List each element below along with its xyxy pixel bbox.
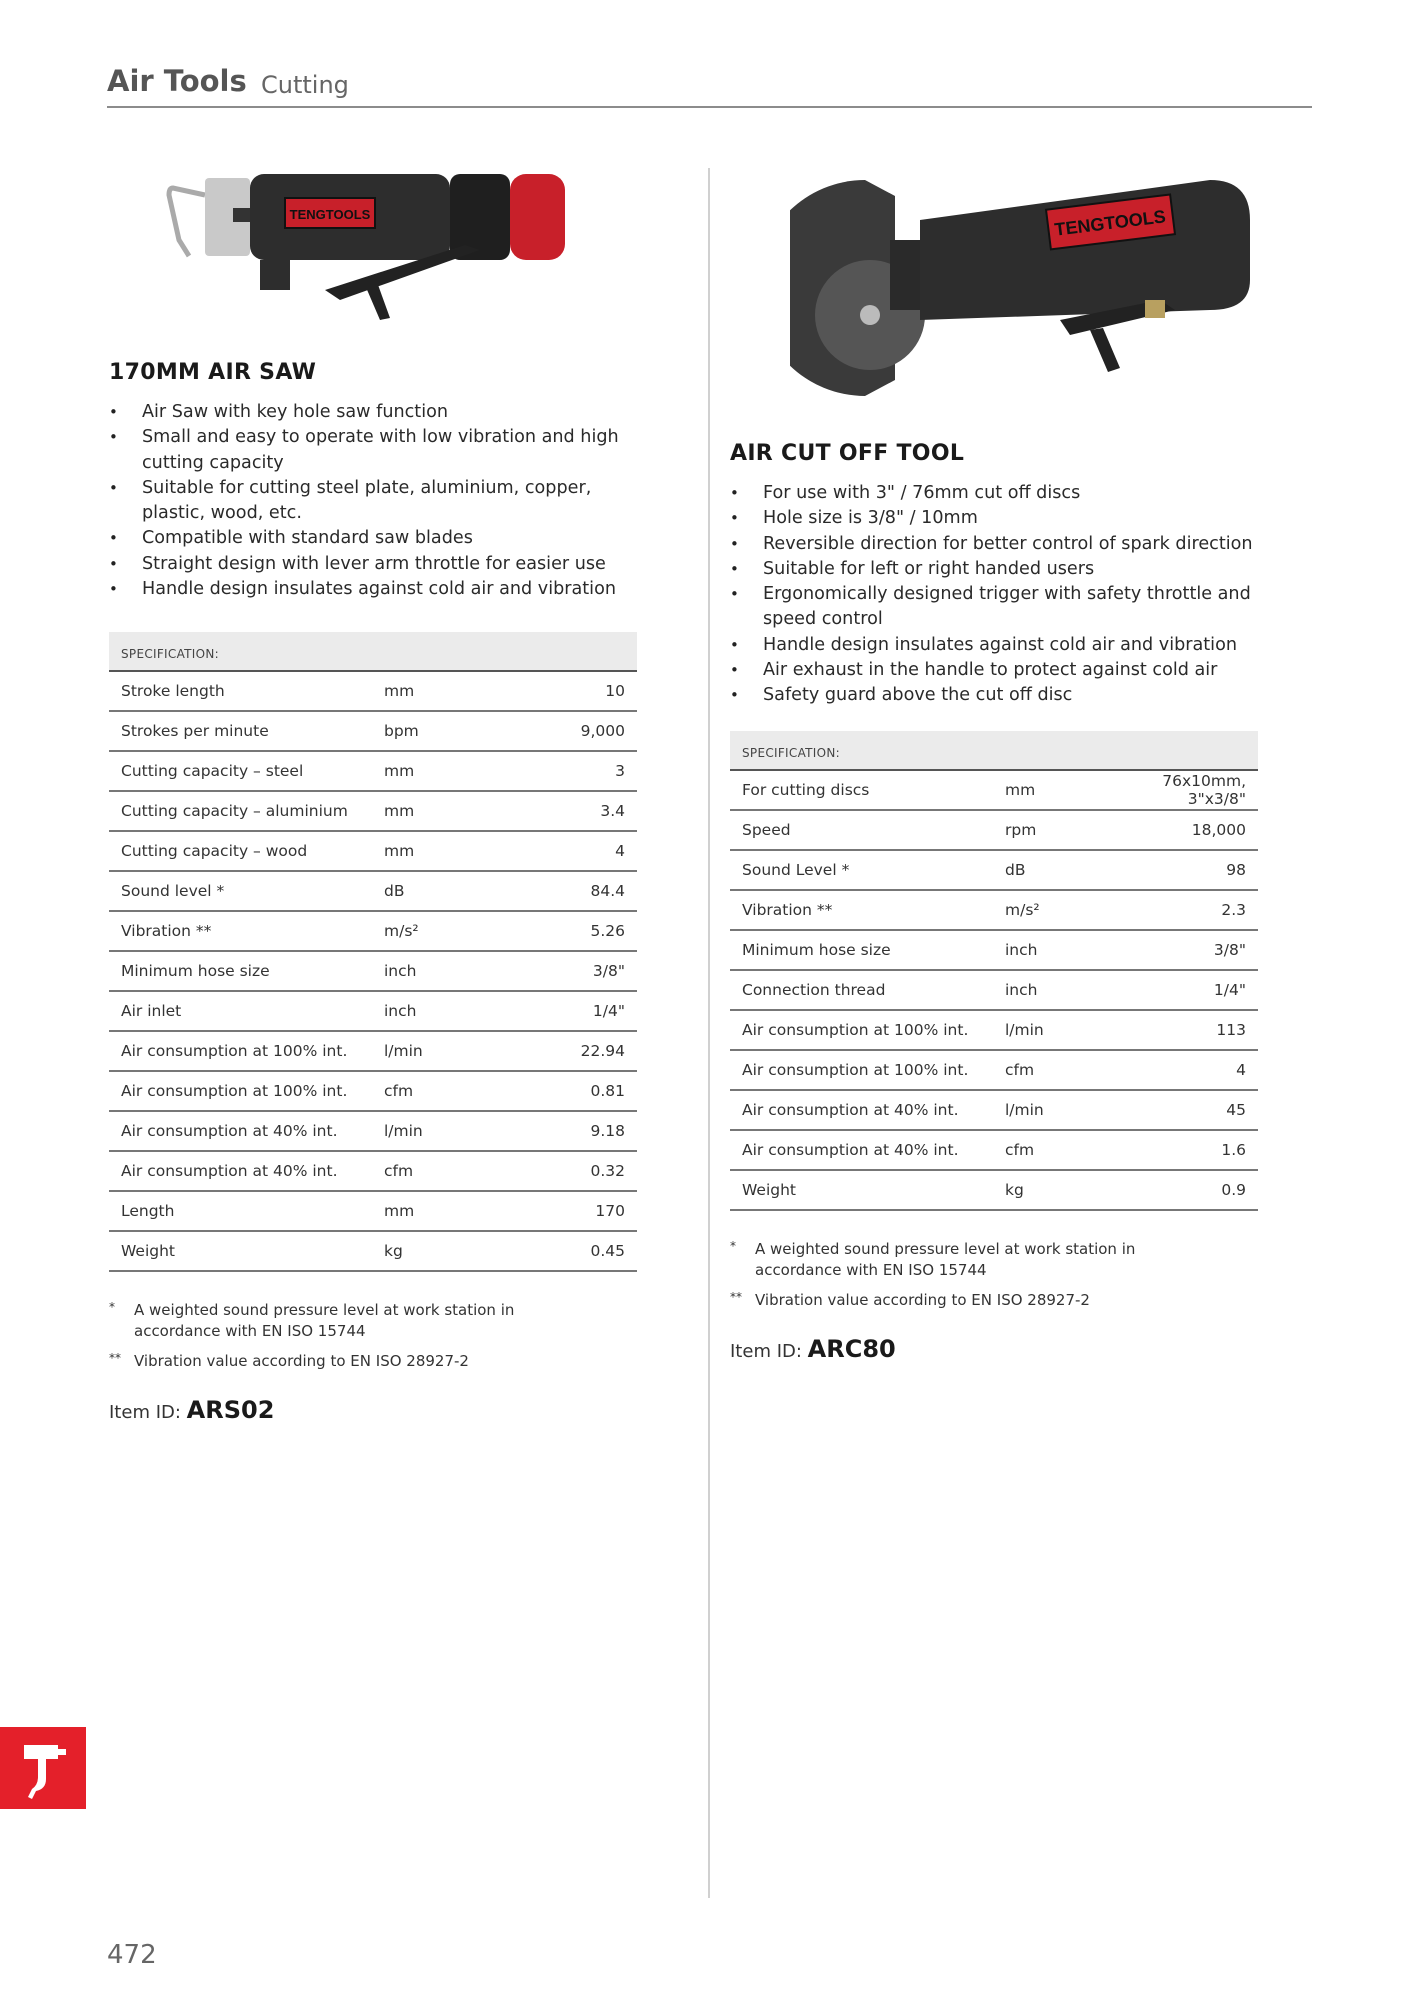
spec-label: Sound Level * <box>742 860 850 879</box>
feature-list <box>109 400 639 602</box>
spec-row <box>730 771 1258 811</box>
spec-row <box>730 891 1258 931</box>
spec-label: Cutting capacity – wood <box>121 842 308 861</box>
air-saw-image <box>165 160 645 330</box>
spec-unit: l/min <box>384 1042 423 1061</box>
item-id-value: ARC80 <box>807 1334 896 1363</box>
spec-row <box>109 1152 637 1192</box>
feature-item: • Reversible direction for better control of spark direction <box>730 532 1270 557</box>
spec-value: 1.6 <box>1221 1140 1246 1159</box>
spec-row <box>730 1171 1258 1211</box>
footnote-text: A weighted sound pressure level at work station in accordance with EN ISO 15744 <box>134 1301 515 1341</box>
spec-row <box>109 712 637 752</box>
spec-unit: inch <box>384 1002 417 1021</box>
spec-unit: rpm <box>1005 820 1037 839</box>
footnotes <box>730 1239 1170 1311</box>
spec-label: Speed <box>742 820 791 839</box>
spec-row <box>109 952 637 992</box>
spec-row <box>730 1091 1258 1131</box>
spec-label: Stroke length <box>121 682 225 701</box>
spec-label: Air consumption at 100% int. <box>121 1082 348 1101</box>
cut-off-tool-image <box>790 160 1280 410</box>
section-tab <box>0 1727 86 1809</box>
spec-value: 170 <box>595 1202 625 1221</box>
spec-value: 1/4" <box>592 1002 625 1021</box>
spec-row <box>109 872 637 912</box>
spec-unit: bpm <box>384 722 419 741</box>
spec-unit: mm <box>384 842 415 861</box>
spec-row <box>109 1032 637 1072</box>
feature-item: • Handle design insulates against cold air and vibration <box>109 577 639 602</box>
spec-unit: m/s² <box>384 922 419 941</box>
spec-value: 3/8" <box>1213 940 1246 959</box>
spec-row <box>730 1011 1258 1051</box>
spec-table <box>730 731 1258 1211</box>
spec-label: Air consumption at 40% int. <box>121 1162 338 1181</box>
spec-unit: inch <box>1005 980 1038 999</box>
spec-label: Air consumption at 40% int. <box>121 1122 338 1141</box>
spec-unit: inch <box>384 962 417 981</box>
saw-hook <box>169 188 205 256</box>
spec-label: Connection thread <box>742 980 886 999</box>
footnote-text: Vibration value according to EN ISO 28927-2 <box>755 1290 1090 1309</box>
spec-value: 98 <box>1226 860 1246 879</box>
footnote-text: Vibration value according to EN ISO 28927-2 <box>134 1352 469 1371</box>
spec-label: Air consumption at 100% int. <box>742 1020 969 1039</box>
spec-row <box>109 832 637 872</box>
page-header <box>107 62 1312 108</box>
spec-unit: inch <box>1005 940 1038 959</box>
spec-unit: mm <box>1005 780 1036 799</box>
spec-unit: cfm <box>1005 1060 1035 1079</box>
spec-label: Air consumption at 40% int. <box>742 1140 959 1159</box>
spec-value: 3 <box>615 762 625 781</box>
spec-row <box>109 992 637 1032</box>
spec-header: SPECIFICATION: <box>730 731 1258 771</box>
footnote <box>109 1300 549 1342</box>
feature-item: • Handle design insulates against cold air and vibration <box>730 633 1270 658</box>
feature-item: • Small and easy to operate with low vibration and high cutting capacity <box>109 425 639 476</box>
spec-table <box>109 632 637 1272</box>
spec-label: Minimum hose size <box>121 962 270 981</box>
spec-label: Length <box>121 1202 175 1221</box>
spec-label: Vibration ** <box>742 900 833 919</box>
spec-unit: l/min <box>1005 1100 1044 1119</box>
footnote-mark: * <box>730 1238 736 1253</box>
spec-row <box>109 912 637 952</box>
saw-clamp <box>233 208 251 222</box>
spec-unit: l/min <box>384 1122 423 1141</box>
air-tool-icon <box>0 1727 86 1809</box>
tengtools-logo-right-text: TENGTOOLS <box>1053 206 1167 240</box>
spec-value: 9,000 <box>580 722 625 741</box>
footnote-mark: ** <box>730 1289 742 1304</box>
footnote <box>730 1239 1170 1281</box>
spec-unit: kg <box>384 1242 403 1261</box>
spec-value: 0.9 <box>1221 1180 1246 1199</box>
spec-value: 4 <box>1236 1060 1246 1079</box>
feature-item: • Air Saw with key hole saw function <box>109 400 639 425</box>
spec-value: 1/4" <box>1213 980 1246 999</box>
footnote <box>109 1351 549 1372</box>
spec-row <box>730 811 1258 851</box>
spec-unit: cfm <box>384 1082 414 1101</box>
spec-unit: cfm <box>1005 1140 1035 1159</box>
air-inlet <box>1145 300 1165 318</box>
spec-row <box>730 1051 1258 1091</box>
spec-value: 4 <box>615 842 625 861</box>
spec-label: Air inlet <box>121 1002 182 1021</box>
saw-end-cap <box>510 174 565 260</box>
spec-header: SPECIFICATION: <box>109 632 637 672</box>
product-title: AIR CUT OFF TOOL <box>730 441 965 466</box>
saw-trigger <box>365 282 390 320</box>
spec-row <box>730 851 1258 891</box>
feature-list <box>730 481 1270 709</box>
spec-value: 5.26 <box>590 922 625 941</box>
spec-label: Sound level * <box>121 882 225 901</box>
spec-label: Air consumption at 100% int. <box>742 1060 969 1079</box>
spec-value: 18,000 <box>1191 820 1246 839</box>
spec-unit: dB <box>1005 860 1026 879</box>
section-title: Air Tools <box>107 64 247 98</box>
spec-unit: m/s² <box>1005 900 1040 919</box>
spec-value: 9.18 <box>590 1122 625 1141</box>
air-saw-section <box>109 360 639 1424</box>
spec-value: 76x10mm, 3"x3/8" <box>1162 771 1246 808</box>
disc-arbor <box>860 305 880 325</box>
spec-value: 0.45 <box>590 1242 625 1261</box>
feature-item: • Straight design with lever arm throttle for easier use <box>109 552 639 577</box>
spec-row <box>730 1131 1258 1171</box>
feature-item: • Hole size is 3/8" / 10mm <box>730 506 1270 531</box>
spec-value: 3.4 <box>600 802 625 821</box>
item-id-label: Item ID: <box>730 1340 802 1362</box>
feature-item: • Suitable for left or right handed users <box>730 557 1270 582</box>
air-cut-off-section <box>730 441 1270 1363</box>
feature-item: • Ergonomically designed trigger with safety throttle and speed control <box>730 582 1270 633</box>
footnotes <box>109 1300 549 1372</box>
column-divider <box>708 168 710 1898</box>
saw-lower-body <box>260 260 290 290</box>
spec-value: 3/8" <box>592 962 625 981</box>
spec-label: Air consumption at 40% int. <box>742 1100 959 1119</box>
spec-unit: dB <box>384 882 405 901</box>
spec-unit: mm <box>384 762 415 781</box>
spec-row <box>109 1072 637 1112</box>
page-number: 472 <box>107 1940 157 1970</box>
spec-unit: cfm <box>384 1162 414 1181</box>
spec-unit: l/min <box>1005 1020 1044 1039</box>
spec-row <box>109 1232 637 1272</box>
spec-row <box>109 1112 637 1152</box>
tool-body <box>920 180 1250 320</box>
spec-label: For cutting discs <box>742 780 870 799</box>
footnote-text: A weighted sound pressure level at work station in accordance with EN ISO 15744 <box>755 1239 1136 1279</box>
feature-item: • Compatible with standard saw blades <box>109 526 639 551</box>
footnote-mark: * <box>109 1300 115 1315</box>
feature-item: • Suitable for cutting steel plate, aluminium, copper, plastic, wood, etc. <box>109 476 639 527</box>
feature-item: • Air exhaust in the handle to protect against cold air <box>730 658 1270 683</box>
spec-value: 113 <box>1216 1020 1246 1039</box>
spec-row <box>109 672 637 712</box>
spec-unit: kg <box>1005 1180 1024 1199</box>
spec-row <box>109 792 637 832</box>
product-title: 170MM AIR SAW <box>109 360 317 385</box>
section-subtitle: Cutting <box>261 71 349 99</box>
feature-item: • Safety guard above the cut off disc <box>730 683 1270 708</box>
tool-trigger <box>1090 328 1120 372</box>
footnote <box>730 1290 1170 1311</box>
spec-unit: mm <box>384 1202 415 1221</box>
spec-label: Cutting capacity – aluminium <box>121 802 348 821</box>
footnote-mark: ** <box>109 1351 121 1366</box>
spec-label: Cutting capacity – steel <box>121 762 304 781</box>
spec-label: Strokes per minute <box>121 722 269 741</box>
spec-unit: mm <box>384 682 415 701</box>
spec-row <box>730 931 1258 971</box>
spec-label: Vibration ** <box>121 922 212 941</box>
spec-value: 84.4 <box>590 882 625 901</box>
spec-label: Weight <box>121 1242 176 1261</box>
spec-value: 2.3 <box>1221 900 1246 919</box>
spec-label: Air consumption at 100% int. <box>121 1042 348 1061</box>
spec-value: 10 <box>605 682 625 701</box>
tengtools-logo-text: TENGTOOLS <box>289 207 371 222</box>
spec-row <box>109 1192 637 1232</box>
feature-item: • For use with 3" / 76mm cut off discs <box>730 481 1270 506</box>
spec-value: 0.81 <box>590 1082 625 1101</box>
spec-label: Weight <box>742 1180 797 1199</box>
item-id-label: Item ID: <box>109 1402 181 1424</box>
spec-value: 0.32 <box>590 1162 625 1181</box>
item-id-value: ARS02 <box>186 1396 275 1425</box>
spec-label: Minimum hose size <box>742 940 891 959</box>
spec-value: 22.94 <box>580 1042 625 1061</box>
spec-row <box>109 752 637 792</box>
item-id <box>730 1335 1270 1363</box>
spec-value: 45 <box>1226 1100 1246 1119</box>
spec-unit: mm <box>384 802 415 821</box>
item-id <box>109 1396 639 1424</box>
spec-row <box>730 971 1258 1011</box>
